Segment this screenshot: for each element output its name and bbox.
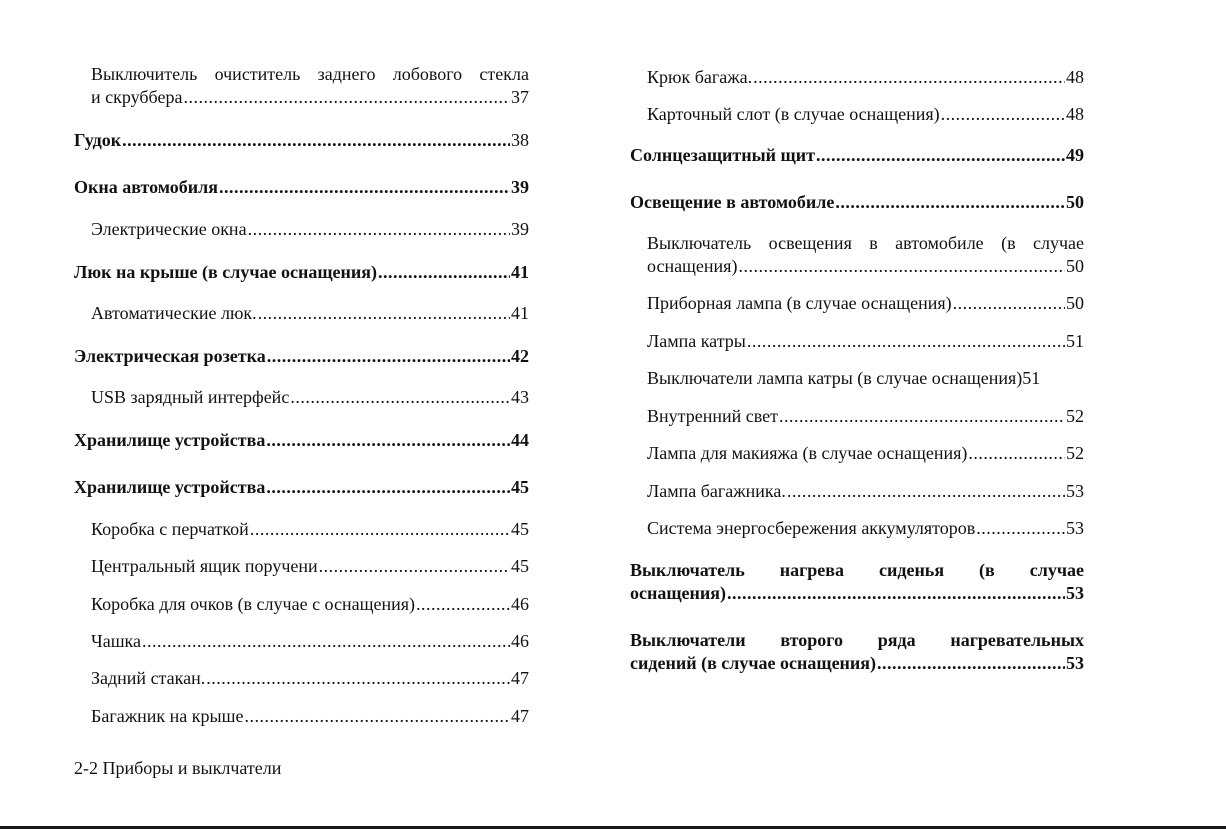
toc-entry-title: Электрическая розетка — [74, 346, 266, 366]
toc-page-number: 47 — [511, 668, 529, 688]
toc-entry-title: USB зарядный интерфейс — [91, 387, 290, 407]
toc-entry-title: Багажник на крыше — [91, 706, 244, 726]
dot-leader — [747, 330, 1065, 353]
toc-entry-title: Люк на крыше (в случае оснащения) — [74, 262, 377, 282]
toc-entry-center-armrest-box[interactable] — [74, 555, 529, 578]
toc-entry-title: Коробка с перчаткой — [91, 519, 249, 539]
toc-entry-instrument-lamp[interactable] — [630, 292, 1084, 315]
dot-leader — [779, 405, 1065, 428]
toc-section-windows[interactable] — [74, 176, 529, 199]
toc-page-number: 46 — [511, 631, 529, 651]
toc-entry-title: оснащения) — [630, 583, 727, 603]
toc-entry-lighting-switch[interactable] — [630, 232, 1084, 278]
toc-section-horn[interactable] — [74, 129, 529, 152]
toc-section-interior-lighting[interactable] — [630, 191, 1084, 214]
toc-entry-title: Приборная лампа (в случае оснащения) — [647, 293, 952, 313]
toc-section-seat-heating[interactable] — [630, 559, 1084, 605]
toc-entry-glasses-box[interactable] — [74, 593, 529, 616]
toc-page-number: 50 — [1066, 293, 1084, 313]
toc-entry-title: сидений (в случае оснащения) — [630, 653, 877, 673]
toc-entry-title: Лампа багажника. — [647, 481, 786, 501]
toc-page-number: 37 — [511, 87, 529, 107]
toc-page-number: 46 — [511, 594, 529, 614]
toc-section-sun-visor[interactable] — [630, 144, 1084, 167]
dot-leader — [319, 555, 510, 578]
toc-entry-title: Солнцезащитный щит — [630, 145, 815, 165]
toc-section-second-row-seat-heating[interactable] — [630, 629, 1084, 675]
toc-entry-title: Лампа катры — [647, 331, 746, 351]
toc-page-number: 50 — [1066, 256, 1084, 276]
toc-entry-title: Окна автомобиля — [74, 177, 219, 197]
toc-page-number: 50 — [1066, 192, 1084, 212]
toc-entry-cup[interactable] — [74, 630, 529, 653]
toc-entry-map-lamp-switches[interactable] — [630, 367, 1084, 390]
dot-leader — [267, 345, 510, 368]
page-footer: 2-2 Приборы и выклчатели — [74, 758, 282, 778]
dot-leader — [835, 191, 1065, 214]
dot-leader — [968, 442, 1065, 465]
toc-entry-electric-windows[interactable] — [74, 218, 529, 241]
toc-page-number: 38 — [511, 130, 529, 150]
dot-leader — [183, 86, 510, 109]
toc-entry-luggage-hook[interactable] — [630, 66, 1084, 89]
toc-entry-card-slot[interactable] — [630, 103, 1084, 126]
toc-section-power-outlet[interactable] — [74, 345, 529, 368]
toc-entry-battery-saver[interactable] — [630, 517, 1084, 540]
toc-page-number: 53 — [1066, 653, 1084, 673]
toc-entry-title: Гудок — [74, 130, 122, 150]
toc-entry-makeup-lamp[interactable] — [630, 442, 1084, 465]
toc-entry-title: Освещение в автомобиле — [630, 192, 835, 212]
toc-page-number: 52 — [1066, 406, 1084, 426]
toc-entry-map-lamp[interactable] — [630, 330, 1084, 353]
toc-entry-title: Автоматические люк. — [91, 303, 257, 323]
toc-entry-title: Коробка для очков (в случае с оснащения) — [91, 594, 415, 614]
toc-page-number: 45 — [511, 556, 529, 576]
toc-entry-trunk-lamp[interactable] — [630, 480, 1084, 503]
dot-leader — [248, 218, 510, 241]
toc-entry-title: Чашка — [91, 631, 142, 651]
toc-page-number: 39 — [511, 177, 529, 197]
toc-page-number: 53 — [1066, 481, 1084, 501]
toc-page-number: 42 — [511, 346, 529, 366]
toc-section-sunroof[interactable] — [74, 261, 529, 284]
dot-leader — [787, 480, 1065, 503]
toc-page-number: 53 — [1066, 518, 1084, 538]
toc-page-number: 45 — [511, 519, 529, 539]
toc-entry-title: Выключатели лампа катры (в случае оснащения)51 — [647, 368, 1041, 388]
dot-leader — [266, 476, 510, 499]
toc-entry-usb[interactable] — [74, 386, 529, 409]
toc-section-storage-1[interactable] — [74, 429, 529, 452]
toc-entry-rear-cup[interactable] — [74, 667, 529, 690]
toc-entry-roof-rack[interactable] — [74, 705, 529, 728]
toc-page-number: 41 — [511, 262, 529, 282]
dot-leader — [727, 582, 1065, 605]
toc-entry-title: Лампа для макияжа (в случае оснащения) — [647, 443, 968, 463]
dot-leader — [142, 630, 510, 653]
toc-page-number: 49 — [1066, 145, 1084, 165]
toc-page-number: 52 — [1066, 443, 1084, 463]
toc-entry-title: и скруббера — [91, 87, 183, 107]
dot-leader — [244, 705, 510, 728]
toc-page-number: 41 — [511, 303, 529, 323]
toc-entry-line1: Выключитель очиститель заднего лобового стекла — [91, 64, 529, 84]
toc-page-number: 48 — [1066, 67, 1084, 87]
toc-page-number: 53 — [1066, 583, 1084, 603]
toc-entry-title: Центральный ящик поручени — [91, 556, 318, 576]
dot-leader — [122, 129, 510, 152]
dot-leader — [976, 517, 1065, 540]
dot-leader — [258, 302, 510, 325]
dot-leader — [753, 66, 1065, 89]
toc-entry-title: Внутренний свет — [647, 406, 778, 426]
toc-entry-rear-wiper[interactable] — [74, 63, 529, 109]
toc-page-number: 51 — [1066, 331, 1084, 351]
toc-entry-title: Электрические окна — [91, 219, 247, 239]
dot-leader — [219, 176, 510, 199]
dot-leader — [266, 429, 510, 452]
dot-leader — [206, 667, 510, 690]
dot-leader — [250, 518, 510, 541]
toc-entry-title: Хранилище устройства — [74, 430, 266, 450]
toc-entry-line1: Выключатель нагрева сиденья (в случае — [630, 560, 1084, 580]
toc-section-storage-2[interactable] — [74, 476, 529, 499]
toc-entry-title: Карточный слот (в случае оснащения) — [647, 104, 940, 124]
toc-page-number: 44 — [511, 430, 529, 450]
dot-leader — [816, 144, 1065, 167]
toc-page-number: 39 — [511, 219, 529, 239]
dot-leader — [953, 292, 1065, 315]
toc-entry-glove-box[interactable] — [74, 518, 529, 541]
dot-leader — [877, 652, 1065, 675]
toc-entry-title: Система энергосбережения аккумуляторов — [647, 518, 976, 538]
toc-page-number: 45 — [511, 477, 529, 497]
toc-entry-title: оснащения) — [647, 256, 738, 276]
toc-entry-title: Хранилище устройства — [74, 477, 266, 497]
toc-entry-interior-light[interactable] — [630, 405, 1084, 428]
toc-entry-line1: Выключатель освещения в автомобиле (в случае — [647, 233, 1084, 253]
dot-leader — [941, 103, 1065, 126]
toc-entry-title: Крюк багажа. — [647, 67, 753, 87]
dot-leader — [738, 255, 1065, 278]
toc-page-number: 43 — [511, 387, 529, 407]
toc-entry-auto-sunroof[interactable] — [74, 302, 529, 325]
dot-leader — [416, 593, 510, 616]
toc-page-number: 47 — [511, 706, 529, 726]
toc-entry-line1: Выключатели второго ряда нагревательных — [630, 630, 1084, 650]
dot-leader — [290, 386, 510, 409]
toc-entry-title: Задний стакан. — [91, 668, 206, 688]
toc-page-number: 48 — [1066, 104, 1084, 124]
dot-leader — [378, 261, 510, 284]
